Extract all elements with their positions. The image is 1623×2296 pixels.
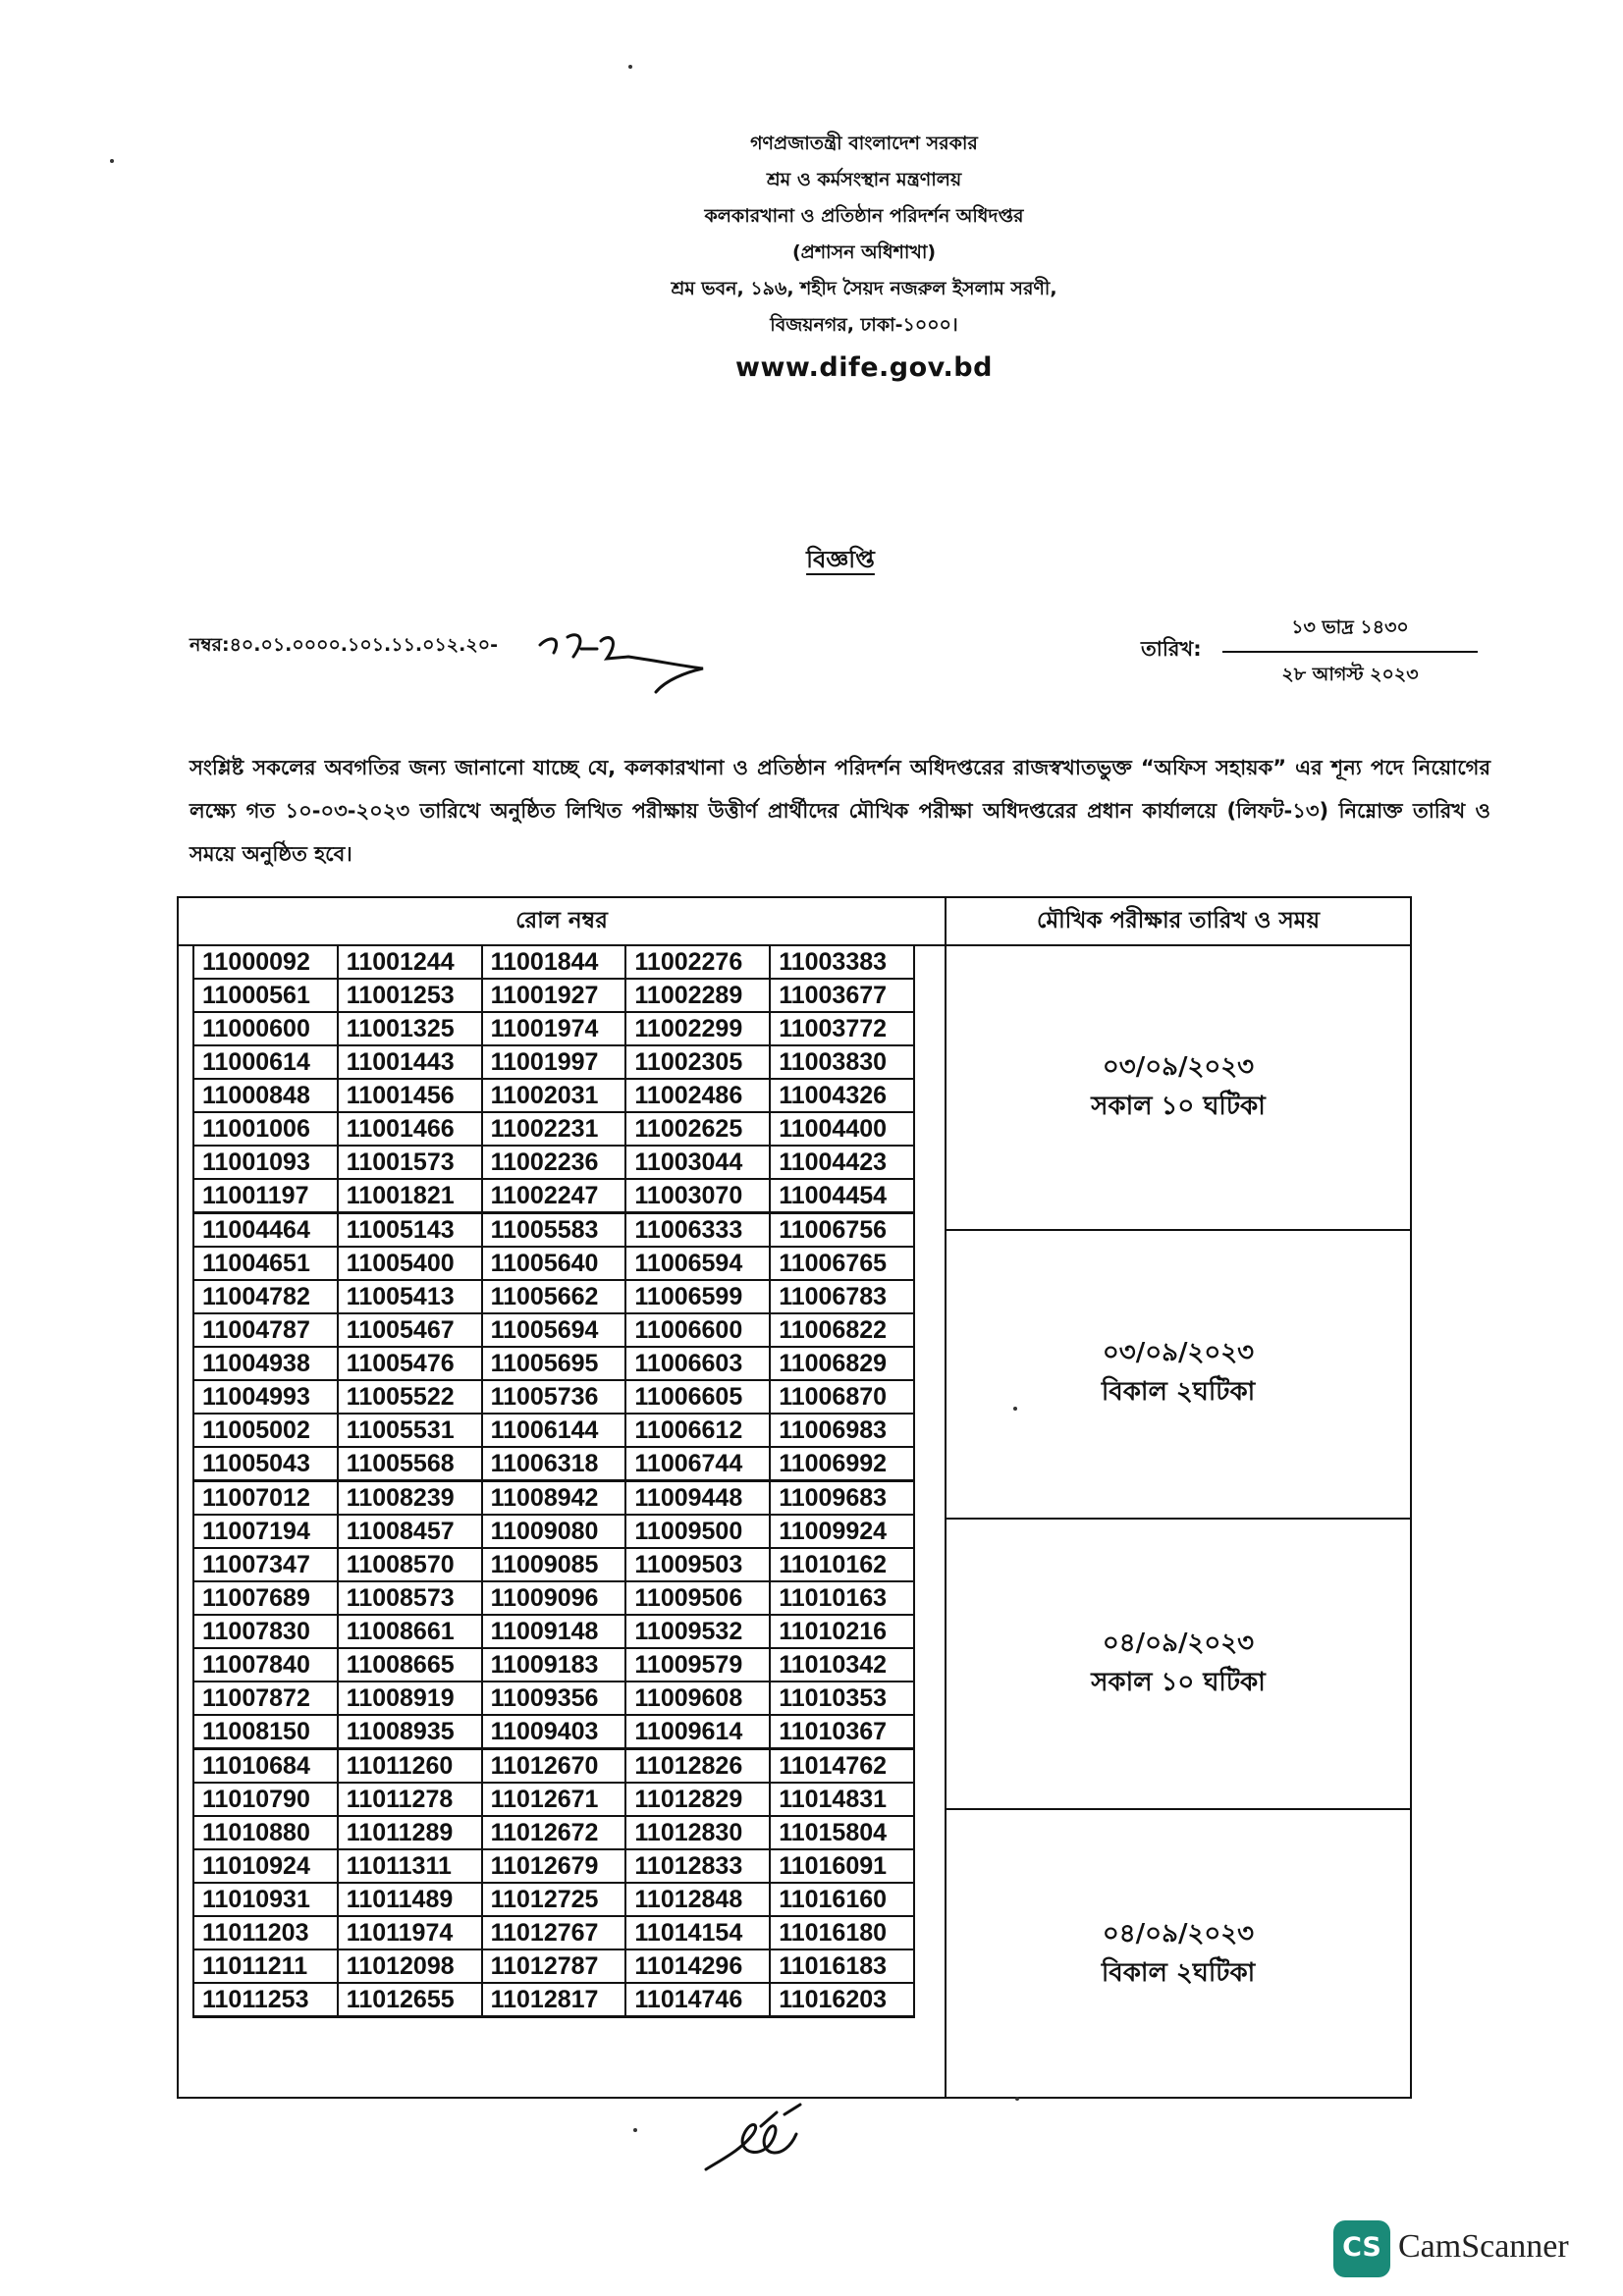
roll-number-cell: 11007872 [193,1682,338,1715]
address-line-1: শ্রম ভবন, ১৯৬, শহীদ সৈয়দ নজরুল ইসলাম সরণী, [671,278,1057,299]
roll-number-cell: 11014154 [625,1916,770,1949]
table-row [193,1313,914,1347]
roll-number-cell: 11010216 [770,1615,914,1648]
roll-number-cell: 11011253 [193,1983,338,2017]
roll-number-cell: 11012826 [625,1749,770,1784]
roll-number-cell: 11012655 [338,1983,482,2017]
roll-number-cell: 11005736 [482,1380,626,1414]
roll-number-cell: 11010684 [193,1749,338,1784]
notice-title: বিজ্ঞপ্তি [806,546,875,573]
handwritten-memo-number [538,623,764,702]
table-row [193,1045,914,1079]
roll-number-cell: 11010924 [193,1849,338,1883]
roll-number-cell: 11006603 [625,1347,770,1380]
roll-number-cell: 11008919 [338,1682,482,1715]
table-row [193,1816,914,1849]
roll-number-cell: 11008239 [338,1481,482,1516]
website-link[interactable]: www.dife.gov.bd [735,352,993,383]
scan-speck [633,2128,637,2132]
roll-number-cell: 11012829 [625,1783,770,1816]
roll-number-cell: 11005531 [338,1414,482,1447]
roll-number-cell: 11012817 [482,1983,626,2017]
roll-number-cell: 11009448 [625,1481,770,1516]
roll-number-cell: 11007830 [193,1615,338,1648]
roll-number-cell: 11014831 [770,1783,914,1816]
roll-number-header: রোল নম্বর [515,908,608,934]
roll-number-cell: 11009403 [482,1715,626,1749]
roll-number-cell: 11001253 [338,979,482,1012]
roll-number-cell: 11006765 [770,1247,914,1280]
roll-number-cell: 11005043 [193,1447,338,1481]
roll-number-cell: 11003070 [625,1179,770,1213]
roll-number-cell: 11012787 [482,1949,626,1983]
scan-speck [110,159,114,163]
session-date: ০৩/০৯/২০২৩ [1102,1338,1255,1367]
session-4 [945,1914,1412,1993]
roll-number-cell: 11009080 [482,1515,626,1548]
roll-number-cell: 11005002 [193,1414,338,1447]
roll-number-cell: 11006333 [625,1213,770,1248]
govt-name: গণপ্রজাতন্ত্রী বাংলাদেশ সরকার [750,133,978,154]
roll-number-cell: 11006829 [770,1347,914,1380]
roll-number-cell: 11006744 [625,1447,770,1481]
roll-number-cell: 11001974 [482,1012,626,1045]
table-row [193,1916,914,1949]
camscanner-logo-icon: CS [1333,2220,1390,2277]
roll-number-cell: 11001997 [482,1045,626,1079]
roll-number-cell: 11006822 [770,1313,914,1347]
roll-number-cell: 11001466 [338,1112,482,1146]
session-time: সকাল ১০ ঘটিকা [1091,1668,1266,1697]
table-row [193,1849,914,1883]
roll-number-cell: 11011289 [338,1816,482,1849]
table-row [193,1515,914,1548]
table-row [193,1648,914,1682]
roll-number-cell: 11005400 [338,1247,482,1280]
roll-number-cell: 11002276 [625,945,770,979]
session-date: ০৪/০৯/২০২৩ [1102,1629,1255,1658]
camscanner-watermark [1333,2220,1579,2279]
date-label: তারিখ: [1141,637,1202,661]
roll-number-cell: 11010162 [770,1548,914,1581]
roll-number-cell: 11006605 [625,1380,770,1414]
roll-number-cell: 11006144 [482,1414,626,1447]
roll-number-cell: 11002299 [625,1012,770,1045]
roll-number-cell: 11012670 [482,1749,626,1784]
session-date: ০৩/০৯/২০২৩ [1102,1052,1255,1082]
table-row [193,1380,914,1414]
roll-number-cell: 11007012 [193,1481,338,1516]
camscanner-text: CamScanner [1398,2228,1569,2265]
session-separator [945,1518,1412,1520]
table-row [193,1213,914,1248]
roll-number-cell: 11002247 [482,1179,626,1213]
roll-number-cell: 11005662 [482,1280,626,1313]
roll-number-cell: 11003383 [770,945,914,979]
roll-number-cell: 11002486 [625,1079,770,1112]
roll-number-cell: 11001093 [193,1146,338,1179]
session-time: সকাল ১০ ঘটিকা [1091,1092,1266,1121]
roll-number-cell: 11005694 [482,1313,626,1347]
roll-number-cell: 11011974 [338,1916,482,1949]
roll-number-cell: 11001443 [338,1045,482,1079]
roll-number-cell: 11009096 [482,1581,626,1615]
scan-speck [628,65,632,69]
roll-number-cell: 11015804 [770,1816,914,1849]
roll-number-cell: 11005413 [338,1280,482,1313]
roll-number-cell: 11016091 [770,1849,914,1883]
roll-number-cell: 11006992 [770,1447,914,1481]
roll-number-cell: 11005467 [338,1313,482,1347]
roll-number-cell: 11009608 [625,1682,770,1715]
table-row [193,1883,914,1916]
table-row [193,1414,914,1447]
roll-number-cell: 11012672 [482,1816,626,1849]
roll-number-cell: 11004423 [770,1146,914,1179]
roll-number-cell: 11010880 [193,1816,338,1849]
table-row [193,1247,914,1280]
roll-number-cell: 11012848 [625,1883,770,1916]
table-row [193,945,914,979]
roll-number-cell: 11002289 [625,979,770,1012]
roll-number-cell: 11009356 [482,1682,626,1715]
roll-number-cell: 11009085 [482,1548,626,1581]
roll-number-cell: 11000614 [193,1045,338,1079]
roll-number-cell: 11006870 [770,1380,914,1414]
roll-number-cell: 11012830 [625,1816,770,1849]
roll-number-cell: 11009183 [482,1648,626,1682]
date-gregorian: ২৮ আগস্ট ২০২৩ [1281,664,1419,685]
roll-number-cell: 11006318 [482,1447,626,1481]
roll-number-cell: 11005568 [338,1447,482,1481]
roll-number-cell: 11001244 [338,945,482,979]
roll-number-cell: 11007840 [193,1648,338,1682]
table-row [193,1949,914,1983]
roll-number-cell: 11005522 [338,1380,482,1414]
roll-number-cell: 11009924 [770,1515,914,1548]
roll-number-cell: 11005143 [338,1213,482,1248]
roll-number-cell: 11014762 [770,1749,914,1784]
table-row [193,1682,914,1715]
table-row [193,1581,914,1615]
notice-body: সংশ্লিষ্ট সকলের অবগতির জন্য জানানো যাচ্ছে যে, কলকারখানা ও প্রতিষ্ঠান পরিদর্শন অধিদপ্তরের রাজস্বখাতভুক্ত “অফিস সহায়ক” এর শূন্য পদে নিয়োগের লক্ষ্যে গত ১০-০৩-২০২৩ তারিখে অনুষ্ঠিত লিখিত পরীক্ষায় উত্তীর্ণ প্রার্থীদের মৌখিক পরীক্ষা অধিদপ্তরের প্রধান কার্যালয়ে (লিফট-১৩) নিম্নোক্ত তারিখ ও সময়ে অনুষ্ঠিত হবে। [189,756,1490,866]
roll-number-cell: 11011278 [338,1783,482,1816]
table-row [193,1783,914,1816]
roll-number-cell: 11009683 [770,1481,914,1516]
roll-number-cell: 11000600 [193,1012,338,1045]
roll-number-cell: 11006983 [770,1414,914,1447]
roll-number-cell: 11004454 [770,1179,914,1213]
date-divider [1222,651,1478,653]
roll-number-cell: 11009148 [482,1615,626,1648]
roll-number-cell: 11000561 [193,979,338,1012]
table-row [193,1280,914,1313]
roll-number-cell: 11003677 [770,979,914,1012]
roll-number-cell: 11014296 [625,1949,770,1983]
roll-number-cell: 11011489 [338,1883,482,1916]
roll-number-cell: 11009532 [625,1615,770,1648]
roll-number-cell: 11000092 [193,945,338,979]
exam-datetime-header: মৌখিক পরীক্ষার তারিখ ও সময় [1037,908,1320,934]
roll-number-cell: 11009503 [625,1548,770,1581]
roll-number-cell: 11007689 [193,1581,338,1615]
date-bangla: ১৩ ভাদ্র ১৪৩০ [1291,616,1409,638]
table-row [193,1012,914,1045]
roll-number-cell: 11011211 [193,1949,338,1983]
signature [702,2101,810,2179]
roll-number-cell: 11004993 [193,1380,338,1414]
roll-number-cell: 11010931 [193,1883,338,1916]
roll-number-cell: 11010163 [770,1581,914,1615]
roll-number-cell: 11016180 [770,1916,914,1949]
roll-number-cell: 11014746 [625,1983,770,2017]
roll-number-cell: 11005476 [338,1347,482,1380]
letterhead [550,126,1178,386]
roll-number-cell: 11002305 [625,1045,770,1079]
session-separator [945,1808,1412,1810]
roll-number-cell: 11016160 [770,1883,914,1916]
roll-number-cell: 11004400 [770,1112,914,1146]
ministry-name: শ্রম ও কর্মসংস্থান মন্ত্রণালয় [766,169,962,190]
roll-number-cell: 11009579 [625,1648,770,1682]
roll-number-cell: 11006612 [625,1414,770,1447]
roll-number-cell: 11006756 [770,1213,914,1248]
roll-number-cell: 11002625 [625,1112,770,1146]
roll-number-cell: 11001325 [338,1012,482,1045]
roll-number-cell: 11012671 [482,1783,626,1816]
roll-number-cell: 11008935 [338,1715,482,1749]
roll-number-cell: 11004782 [193,1280,338,1313]
table-row [193,1347,914,1380]
roll-number-cell: 11012833 [625,1849,770,1883]
session-3 [945,1624,1412,1702]
roll-number-cell: 11004651 [193,1247,338,1280]
roll-number-cell: 11007194 [193,1515,338,1548]
table-row [193,1112,914,1146]
roll-number-cell: 11006594 [625,1247,770,1280]
table-row [193,1079,914,1112]
roll-number-cell: 11008942 [482,1481,626,1516]
roll-number-cell: 11001927 [482,979,626,1012]
table-row [193,1179,914,1213]
roll-number-cell: 11010342 [770,1648,914,1682]
roll-number-cell: 11011260 [338,1749,482,1784]
roll-number-cell: 11001456 [338,1079,482,1112]
roll-number-cell: 11005695 [482,1347,626,1380]
table-row [193,1715,914,1749]
table-row [193,1983,914,2017]
roll-number-cell: 11003830 [770,1045,914,1079]
table-row [193,1548,914,1581]
roll-number-cell: 11016203 [770,1983,914,2017]
session-date: ০৪/০৯/২০২৩ [1102,1919,1255,1949]
date-block [1222,614,1478,698]
roll-number-cell: 11001844 [482,945,626,979]
roll-number-cell: 11000848 [193,1079,338,1112]
memo-number: নম্বর:৪০.০১.০০০০.১০১.১১.০১২.২০- [189,634,498,656]
roll-number-cell: 11002236 [482,1146,626,1179]
roll-number-cell: 11009614 [625,1715,770,1749]
roll-number-cell: 11004787 [193,1313,338,1347]
roll-number-cell: 11003044 [625,1146,770,1179]
roll-number-grid [192,944,915,2018]
roll-number-cell: 11001573 [338,1146,482,1179]
roll-number-cell: 11009500 [625,1515,770,1548]
roll-number-cell: 11008457 [338,1515,482,1548]
roll-number-cell: 11001006 [193,1112,338,1146]
roll-number-cell: 11001197 [193,1179,338,1213]
roll-number-cell: 11001821 [338,1179,482,1213]
table-row [193,1749,914,1784]
roll-number-cell: 11004326 [770,1079,914,1112]
scan-speck [1013,1407,1017,1411]
department-name: কলকারখানা ও প্রতিষ্ঠান পরিদর্শন অধিদপ্তর [704,205,1024,227]
roll-number-cell: 11008573 [338,1581,482,1615]
table-row [193,1146,914,1179]
scan-speck [1015,2097,1019,2101]
session-time: বিকাল ২ঘটিকা [1101,1377,1256,1407]
roll-number-cell: 11002231 [482,1112,626,1146]
roll-number-cell: 11008661 [338,1615,482,1648]
roll-number-cell: 11009506 [625,1581,770,1615]
session-separator [945,1229,1412,1231]
roll-number-cell: 11003772 [770,1012,914,1045]
roll-number-cell: 11006783 [770,1280,914,1313]
session-time: বিকাল ২ঘটিকা [1101,1958,1256,1988]
roll-number-cell: 11008150 [193,1715,338,1749]
roll-number-cell: 11010353 [770,1682,914,1715]
session-1 [945,1047,1412,1126]
roll-number-cell: 11005640 [482,1247,626,1280]
table-row [193,1615,914,1648]
roll-number-cell: 11012679 [482,1849,626,1883]
session-2 [945,1333,1412,1412]
roll-number-cell: 11008570 [338,1548,482,1581]
roll-number-cell: 11005583 [482,1213,626,1248]
roll-number-cell: 11012767 [482,1916,626,1949]
roll-number-cell: 11010790 [193,1783,338,1816]
roll-number-cell: 11010367 [770,1715,914,1749]
roll-number-cell: 11004938 [193,1347,338,1380]
address-line-2: বিজয়নগর, ঢাকা-১০০০। [770,314,958,336]
table-row [193,1481,914,1516]
roll-number-cell: 11012725 [482,1883,626,1916]
roll-number-cell: 11012098 [338,1949,482,1983]
roll-number-cell: 11006600 [625,1313,770,1347]
table-row [193,979,914,1012]
roll-number-cell: 11008665 [338,1648,482,1682]
roll-number-cell: 11004464 [193,1213,338,1248]
roll-number-cell: 11002031 [482,1079,626,1112]
roll-number-cell: 11007347 [193,1548,338,1581]
branch-name: (প্রশাসন অধিশাখা) [791,241,937,263]
roll-number-cell: 11016183 [770,1949,914,1983]
roll-number-cell: 11011203 [193,1916,338,1949]
table-row [193,1447,914,1481]
roll-number-cell: 11006599 [625,1280,770,1313]
roll-number-cell: 11011311 [338,1849,482,1883]
